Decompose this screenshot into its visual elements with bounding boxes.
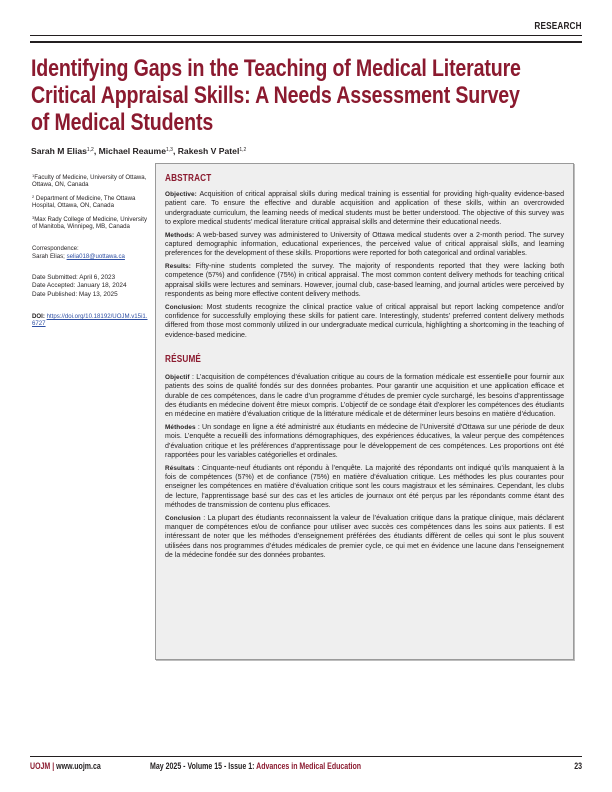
correspondence-email-link[interactable]: selia018@uottawa.ca bbox=[66, 252, 125, 260]
abstract-heading: ABSTRACT bbox=[165, 173, 212, 184]
paragraph-label: Methods: bbox=[165, 231, 195, 239]
affiliation-text: Department of Medicine, The Ottawa Hospital, Ottawa, ON, Canada bbox=[32, 194, 136, 210]
journal-website[interactable]: www.uojm.ca bbox=[56, 761, 101, 771]
paragraph-label: Résultats bbox=[165, 464, 195, 472]
doi bbox=[32, 313, 150, 328]
affiliation-sup: 1 bbox=[32, 173, 35, 178]
paragraph-text: : Cinquante-neuf étudiants ont répondu à l’enquête. La majorité des répondants ont indiqué qu’ils manquaient à la fois de compétences (57%) et de confiance (75%) en matière d’évaluation critique. Les méthodes les plus courantes pour enseigner les compétences en matière d’évaluation critique sont les cours magistraux et les séminaires. Cependant, les clubs de lecture, l’apprentissage basé sur des cas et les articles de journaux ont été perçus par les répondants comme étant des méthodes de transmission de contenu plus efficaces. bbox=[165, 464, 564, 510]
date-submitted: Date Submitted: April 6, 2023 bbox=[32, 274, 116, 282]
author-name: Michael Reaume bbox=[98, 146, 166, 156]
author-name: Sarah M Elias bbox=[31, 146, 87, 156]
paragraph-text: Fifty-nine students completed the survey. The majority of respondents reported that they were lacking both competence (57%) and confidence (75%) in critical appraisal. The most common content delivery methods for teaching critical appraisal skills were lectures and seminars. However, journal club, case-based learning, and journal articles were perceived by respondents as being more effective content delivery methods. bbox=[165, 263, 564, 299]
article-title bbox=[31, 55, 521, 136]
doi-link[interactable]: https://doi.org/10.18192/UOJM.v15i1.6727 bbox=[32, 312, 148, 328]
paragraph-text: Most students recognize the clinical practice value of critical appraisal but report lacking competence and/or confidence for successfully employing these skills for patient care. Interestingly, students’ preferred content delivery methods differed from those most commonly utilized in our undergraduate medical curricula, highlighting a shortcoming in the teaching of evidence-based medicine. bbox=[165, 303, 564, 339]
title-line: Critical Appraisal Skills: A Needs Assessment Survey bbox=[31, 82, 520, 109]
paragraph-text: Acquisition of critical appraisal skills during medical training is essential for providing high-quality evidence-based patient care. To ensure the effective and durable acquisition and application of these skills, within an overcrowded undergraduate curriculum, the learning needs of medical students must be better understood. The objective of this survey was to explore medical students’ medical literature critical appraisal skills and determine their educational needs. bbox=[165, 191, 564, 227]
article-sidebar bbox=[32, 172, 150, 328]
page-footer bbox=[30, 761, 582, 773]
resume-objectif bbox=[165, 373, 564, 420]
author-affiliation-sup: 1,2 bbox=[86, 147, 94, 153]
paragraph-label: Objectif bbox=[165, 374, 190, 382]
paragraph-label: Objective: bbox=[165, 191, 197, 198]
author-affiliation-sup: 1,3 bbox=[165, 147, 173, 153]
publication-dates bbox=[32, 274, 150, 299]
correspondence bbox=[32, 253, 150, 260]
resume-resultats bbox=[165, 464, 564, 511]
paragraph-label: Méthodes bbox=[165, 424, 196, 432]
correspondence-label: Correspondence: bbox=[32, 245, 79, 253]
title-line: of Medical Students bbox=[31, 109, 214, 136]
abstract-conclusion bbox=[165, 303, 564, 340]
abstract-results bbox=[165, 262, 564, 299]
affiliation bbox=[32, 214, 150, 231]
affiliation-text: Max Rady College of Medicine, University of Manitoba, Winnipeg, MB, Canada bbox=[32, 215, 148, 231]
date-published: Date Published: May 13, 2025 bbox=[32, 290, 118, 298]
title-line: Identifying Gaps in the Teaching of Medical Literature bbox=[31, 55, 521, 82]
paragraph-text: A web-based survey was administered to University of Ottawa medical students over a 2-month period. The survey captured demographic information, educational experiences, the perceived value of critical appraisal skills, and learning preferences for the development of these skills. Proportions were reported for both categorical and ordinal variables. bbox=[165, 231, 564, 258]
header-rule-thick bbox=[30, 41, 582, 43]
affiliation bbox=[32, 172, 150, 189]
author-name: Rakesh V Patel bbox=[177, 146, 240, 156]
affiliation bbox=[32, 193, 150, 210]
abstract-methods bbox=[165, 231, 564, 259]
affiliation-sup: 3 bbox=[32, 214, 35, 220]
issue-theme: Advances in Medical Education bbox=[256, 761, 362, 771]
issue-info: May 2025 - Volume 15 - Issue 1: bbox=[150, 761, 257, 771]
paragraph-label: Conclusion bbox=[165, 514, 201, 522]
footer-separator: | bbox=[50, 761, 57, 771]
author-affiliation-sup: 1,2 bbox=[239, 147, 247, 153]
resume-conclusion bbox=[165, 514, 564, 561]
doi-label: DOI: bbox=[32, 312, 47, 320]
paragraph-text: : La plupart des étudiants reconnaissent la valeur de l’évaluation critique dans la pratique clinique, mais déclarent manquer de compétences et/ou de confiance pour utiliser avec succès ces compétences dans les soins aux patients. Il est intéressant de noter que les méthodes d’enseignement préférées des étudiants diffèrent de celles qui sont le plus souvent utilisées dans nos programmes d’études médicales de premier cycle, ce qui met en évidence une lacune dans l’enseignement de la médecine fondée sur des données probantes. bbox=[165, 514, 564, 560]
paragraph-label: Conclusion: bbox=[165, 303, 204, 311]
abstract-box bbox=[155, 163, 574, 660]
author-separator: , bbox=[93, 146, 99, 156]
footer-journal bbox=[30, 761, 101, 771]
abstract-objective bbox=[165, 190, 564, 227]
paragraph-label: Results: bbox=[165, 263, 192, 270]
header-rule-thin bbox=[30, 35, 582, 36]
affiliation-sup: 2 bbox=[32, 193, 35, 199]
correspondence-name: Sarah Elias; bbox=[32, 252, 67, 260]
footer-rule bbox=[30, 756, 582, 757]
affiliation-text: Faculty of Medicine, University of Ottawa, Ottawa, ON, Canada bbox=[32, 174, 147, 189]
author-list bbox=[31, 146, 246, 156]
footer-issue bbox=[150, 761, 361, 771]
date-accepted: Date Accepted: January 18, 2024 bbox=[32, 282, 127, 290]
page-number: 23 bbox=[574, 761, 582, 771]
journal-name: UOJM bbox=[30, 761, 51, 771]
paragraph-text: : Un sondage en ligne a été administré aux étudiants en médecine de l’Université d’Ottawa sur une période de deux mois. L’enquête a recueilli des informations démographiques, des expériences éducatives, la valeur perçue des compétences d’évaluation critique et les préférences d’apprentissage pour le développement de ces compétences. Les proportions ont été rapportées pour les variables catégorielles et ordinales. bbox=[165, 424, 564, 460]
resume-methodes bbox=[165, 423, 564, 460]
resume-heading: RÉSUMÉ bbox=[165, 354, 202, 366]
author-separator: , bbox=[172, 146, 178, 156]
paragraph-text: : L’acquisition de compétences d’évaluation critique au cours de la formation médicale est essentielle pour fournir aux patients des soins de qualité fondés sur des données probantes. Pour garantir une acquisition et une application efficace et durable de ces compétences, dans le cadre d’un programme d’études de premier cycle surchargé, les besoins d’apprentissage des étudiants en médecine doivent être mieux compris. L’objectif de ce sondage était d’explorer les compétences des étudiants en médecine en matière d’évaluation critique de la littérature médicale et de déterminer leurs besoins en matière d’éducation. bbox=[165, 374, 564, 419]
section-label: RESEARCH bbox=[534, 21, 582, 32]
